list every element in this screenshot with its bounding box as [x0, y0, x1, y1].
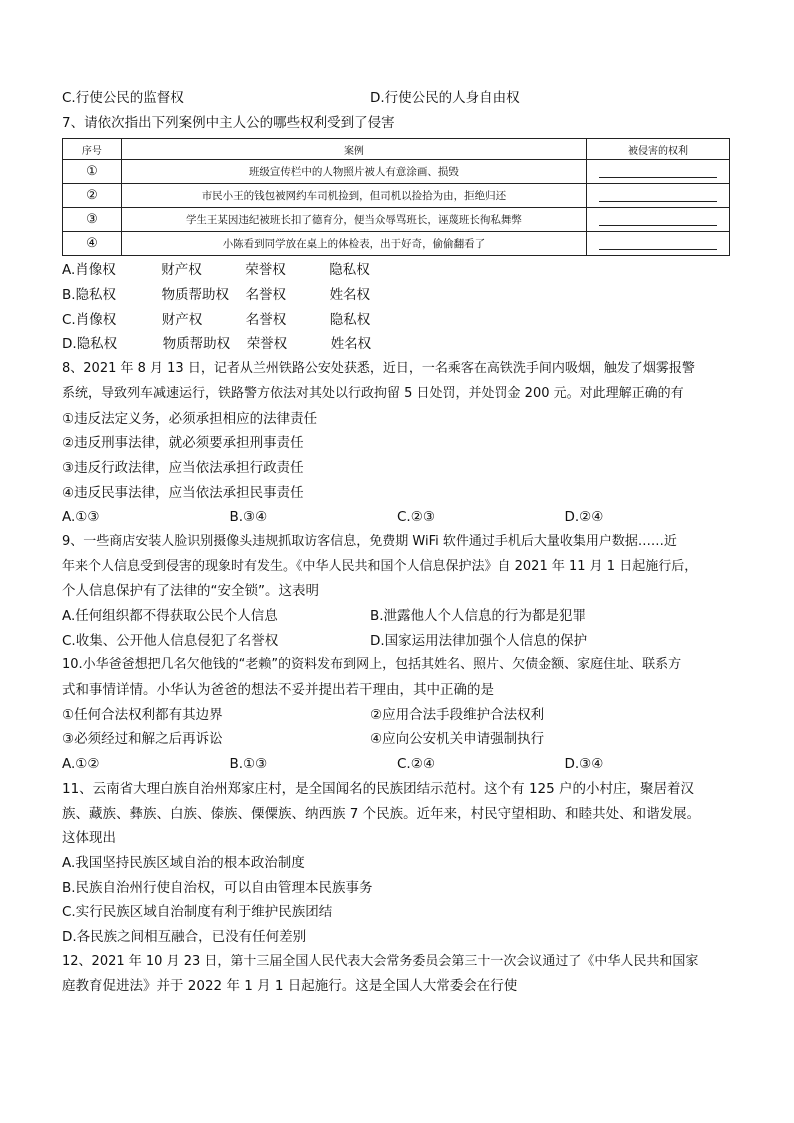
q8-option-a[interactable]: A.①③ [62, 509, 100, 526]
q6-option-d[interactable]: D.行使公民的人身自由权 [370, 90, 520, 106]
q10-statement: ①任何合法权利都有其边界 [62, 706, 223, 723]
q11-stem-line: 族、藏族、彝族、白族、傣族、傈僳族、纳西族 7 个民族。近年来，村民守望相助、和睦共处、和谐发展。 [62, 805, 701, 822]
q9-option-d[interactable]: D.国家运用法律加强个人信息的保护 [370, 632, 588, 649]
q11-option-b[interactable]: B.民族自治州行使自治权，可以自由管理本民族事务 [62, 879, 373, 896]
q6-option-c[interactable]: C.行使公民的监督权 [62, 90, 184, 106]
q10-stem-line: 式和事情详情。小华认为爸爸的想法不妥并提出若干理由，其中正确的是 [62, 682, 494, 699]
q9-option-a[interactable]: A.任何组织都不得获取公民个人信息 [62, 608, 278, 624]
q10-options-row [62, 752, 732, 777]
q9-option-b[interactable]: B.泄露他人个人信息的行为都是犯罪 [370, 608, 587, 624]
q10-option-b[interactable]: B.①③ [229, 756, 268, 773]
table-row [63, 232, 730, 256]
q7-option-d[interactable]: D.隐私权 物质帮助权 荣誉权 姓名权 [62, 336, 372, 353]
q7-option-c[interactable]: C.肖像权 财产权 名誉权 隐私权 [62, 311, 371, 328]
row-number: ① [63, 160, 122, 184]
row-case: 小陈看到同学放在桌上的体检表，出于好奇，偷偷翻看了 [121, 232, 586, 256]
table-row [63, 160, 730, 184]
q10-statement: ③必须经过和解之后再诉讼 [62, 731, 223, 748]
q8-option-c[interactable]: C.②③ [397, 509, 435, 526]
q11-option-a[interactable]: A.我国坚持民族区域自治的根本政治制度 [62, 854, 305, 871]
q6-options-row [62, 86, 732, 111]
q10-statements-row [62, 703, 732, 728]
header-number: 序号 [63, 139, 122, 160]
q9-stem-line: 个人信息保护有了法律的“安全锁”。这表明 [62, 583, 319, 600]
q10-option-a[interactable]: A.①② [62, 756, 100, 773]
q8-stem-line: 8、2021 年 8 月 13 日，记者从兰州铁路公安处获悉，近日，一名乘客在高铁洗手间内吸烟，触发了烟雾报警 [62, 361, 695, 377]
q7-option-b[interactable]: B.隐私权 物质帮助权 名誉权 姓名权 [62, 287, 371, 304]
q8-statement: ③违反行政法律，应当依法承担行政责任 [62, 459, 304, 476]
q9-options-row [62, 629, 732, 654]
exam-page [62, 86, 732, 999]
q12-stem-line: 庭教育促进法》并于 2022 年 1 月 1 日起施行。这是全国人大常委会在行使 [62, 978, 518, 995]
q8-option-b[interactable]: B.③④ [229, 509, 268, 526]
q8-stem-line: 系统，导致列车减速运行，铁路警方依法对其处以行政拘留 5 日处罚，并处罚金 200 元。对此理解正确的有 [62, 385, 684, 401]
header-violated-right: 被侵害的权利 [587, 139, 730, 160]
q7-option-a[interactable]: A.肖像权 财产权 荣誉权 隐私权 [62, 262, 370, 279]
q9-option-c[interactable]: C.收集、公开他人信息侵犯了名誉权 [62, 632, 279, 649]
q9-stem-line: 年来个人信息受到侵害的现象时有发生。《中华人民共和国个人信息保护法》自 2021 年 11 月 1 日起施行后， [62, 558, 698, 574]
q9-options-row [62, 604, 732, 629]
q8-statement: ②违反刑事法律，就必须要承担刑事责任 [62, 435, 304, 452]
q11-option-c[interactable]: C.实行民族区域自治制度有利于维护民族团结 [62, 904, 333, 921]
table-row [63, 208, 730, 232]
q7-case-table [62, 138, 730, 256]
q12-stem-line: 12、2021 年 10 月 23 日，第十三届全国人民代表大会常务委员会第三十一次会议通过了《中华人民共和国家 [62, 953, 699, 969]
answer-blank[interactable] [587, 232, 730, 256]
answer-blank[interactable] [587, 208, 730, 232]
q10-stem-line: 10.小华爸爸想把几名欠他钱的“老赖”的资料发布到网上，包括其姓名、照片、欠债金额、家庭住址、联系方 [62, 657, 682, 673]
row-number: ② [63, 184, 122, 208]
row-number: ③ [63, 208, 122, 232]
q9-stem-line: 9、一些商店安装人脸识别摄像头违规抓取访客信息，免费期 WiFi 软件通过手机后大量收集用户数据……近 [62, 533, 677, 549]
q10-statement: ④应向公安机关申请强制执行 [370, 731, 545, 748]
row-case: 学生王某因违纪被班长扣了德育分，便当众辱骂班长，诬蔑班长徇私舞弊 [121, 208, 586, 232]
row-number: ④ [63, 232, 122, 256]
q11-stem-line: 这体现出 [62, 830, 116, 847]
q8-option-d[interactable]: D.②④ [564, 509, 604, 526]
q10-option-d[interactable]: D.③④ [564, 756, 604, 773]
q11-option-d[interactable]: D.各民族之间相互融合，已没有任何差别 [62, 928, 307, 945]
q8-statement: ①违反法定义务，必须承担相应的法律责任 [62, 410, 318, 427]
q7-stem: 7、请依次指出下列案例中主人公的哪些权利受到了侵害 [62, 114, 395, 131]
table-row [63, 184, 730, 208]
q10-statement: ②应用合法手段维护合法权利 [370, 706, 545, 723]
q8-options-row [62, 505, 732, 530]
answer-blank[interactable] [587, 184, 730, 208]
table-header-row [63, 139, 730, 160]
answer-blank[interactable] [587, 160, 730, 184]
q10-statements-row [62, 727, 732, 752]
q8-statement: ④违反民事法律，应当依法承担民事责任 [62, 484, 304, 501]
row-case: 班级宣传栏中的人物照片被人有意涂画、损毁 [121, 160, 586, 184]
header-case: 案例 [121, 139, 586, 160]
q11-stem-line: 11、云南省大理白族自治州郑家庄村，是全国闻名的民族团结示范村。这个有 125 户的小村庄，聚居着汉 [62, 780, 695, 797]
q10-option-c[interactable]: C.②④ [397, 756, 435, 773]
row-case: 市民小王的钱包被网约车司机捡到，但司机以捡拾为由，拒绝归还 [121, 184, 586, 208]
